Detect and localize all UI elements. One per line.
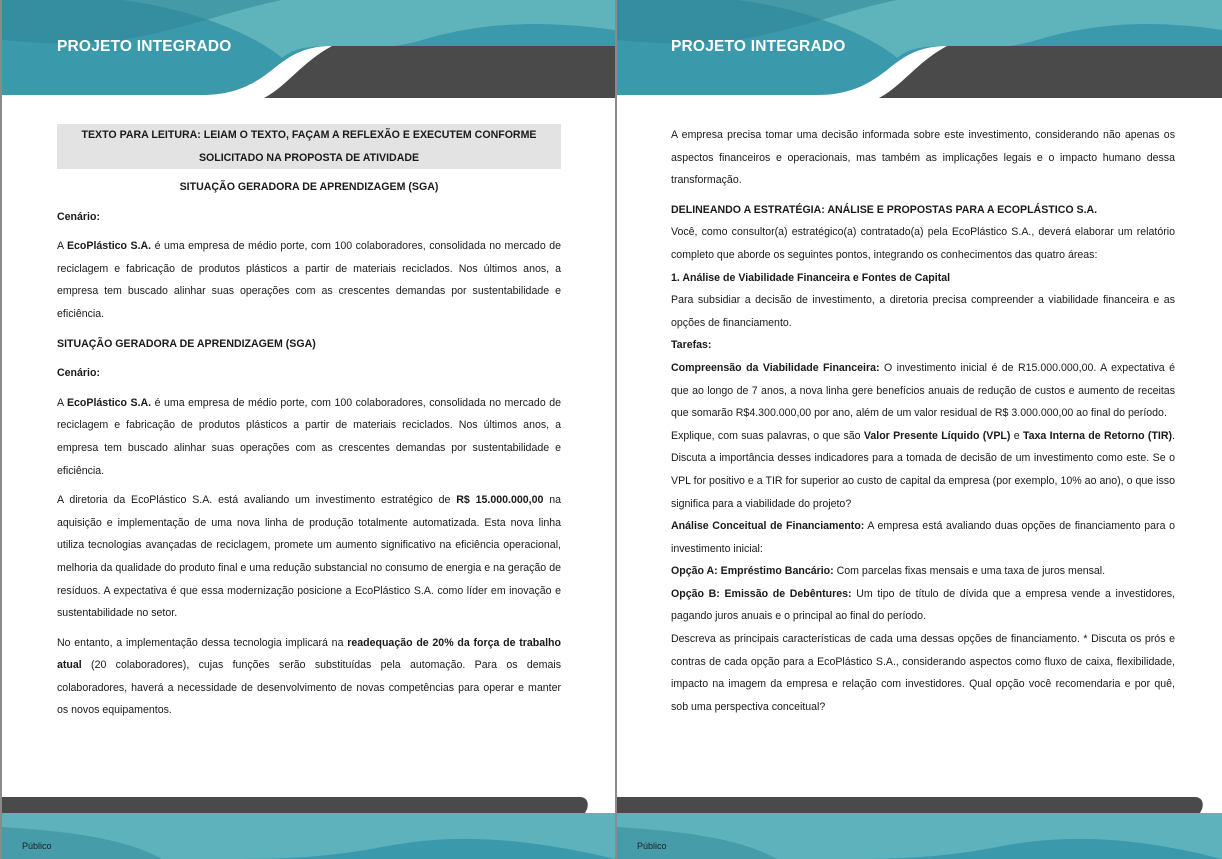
tir-term: Taxa Interna de Retorno (TIR) [1022,429,1173,442]
footer-decoration [2,797,615,859]
tasks-label: Tarefas: [671,339,712,352]
section-1-intro: Para subsidiar a decisão de investimento, a diretoria precisa compreender a viabilidade financeira e as opções de financiamento. [671,294,1175,329]
task-financing-label: Análise Conceitual de Financiamento: [671,520,865,533]
footer-label: Público [22,841,52,851]
option-b-label: Opção B: Emissão de Debêntures: [671,587,852,600]
footer-label: Público [637,841,667,851]
paragraph-company-1: A EcoPlástico S.A. é uma empresa de médio porte, com 100 colaboradores, consolidada no mercado de reciclagem e fabricação de produtos plásticos a partir de materiais reciclados. Nos últimos anos, a empresa tem buscado alinhar suas operações com as crescentes demandas por sustentabilidade e eficiência. [57,240,561,320]
paragraph-investment: A diretoria da EcoPlástico S.A. está avaliando um investimento estratégico de R$ 15.000.000,00 na aquisição e implementação de uma nova linha de produção totalmente automatizada. Esta nova linha utiliza tecnologias avançadas de reciclagem, promete um aumento significativo na eficiência operacional, melhoria da qualidade do produto final e uma redução substancial no consumo de energia e na geração de resíduos. A expectativa é que essa modernização posicione a EcoPlástico S.A. como líder em inovação e sustentabilidade no setor. [57,494,561,620]
company-name: EcoPlástico S.A. [66,240,152,253]
option-a: Opção A: Empréstimo Bancário: Com parcelas fixas mensais e uma taxa de juros mensal. [671,565,1106,578]
strategy-heading: DELINEANDO A ESTRATÉGIA: ANÁLISE E PROPOSTAS PARA A ECOPLÁSTICO S.A. [671,203,1098,216]
cenario-label-1: Cenário: [57,210,100,223]
banner-line-1: TEXTO PARA LEITURA: LEIAM O TEXTO, FAÇAM A REFLEXÃO E EXECUTEM CONFORME [81,129,537,141]
cenario-label-2: Cenário: [57,367,100,380]
vpl-term: Valor Presente Líquido (VPL) [863,429,1011,442]
paragraph-describe: Descreva as principais características de cada uma dessas opções de financiamento. * Discuta os prós e contras de cada opção para a EcoPlástico S.A., considerando aspectos como fluxo de caixa, flexibilidade, impacto na imagem da empresa e relação com investidores. Qual opção você recomendaria e por quê, sob uma perspectiva conceitual? [671,633,1175,713]
banner-line-2: SOLICITADO NA PROPOSTA DE ATIVIDADE [198,151,420,164]
sga-title: SITUAÇÃO GERADORA DE APRENDIZAGEM (SGA) [179,181,439,193]
task-viability: Compreensão da Viabilidade Financeira: O investimento inicial é de R15.000.000,00. A expectativa é que ao longo de 7 anos, a nova linha gere benefícios anuais de redução de custos e aumento de receitas que somarão R$4.300.000,00 por ano, além de um valor residual de R$ 3.000.000,00 ao final do período. [671,361,1175,420]
company-name: EcoPlástico S.A. [66,396,152,409]
task-viability-label: Compreensão da Viabilidade Financeira: [671,361,880,374]
paragraph-company-2: A EcoPlástico S.A. é uma empresa de médio porte, com 100 colaboradores, consolidada no mercado de reciclagem e fabricação de produtos plásticos a partir de materiais reciclados. Nos últimos anos, a empresa tem buscado alinhar suas operações com as crescentes demandas por sustentabilidade e eficiência. [57,396,561,477]
option-a-label: Opção A: Empréstimo Bancário: [671,565,834,578]
investment-value: R$ 15.000.000,00 [456,494,544,507]
task-financing: Análise Conceitual de Financiamento: A empresa está avaliando duas opções de financiamento para o investimento inicial: [671,520,1175,555]
reading-banner [57,124,561,169]
footer-decoration [617,797,1222,859]
paragraph-intro: A empresa precisa tomar uma decisão informada sobre este investimento, considerando não apenas os aspectos financeiros e operacionais, mas também as implicações legais e o impacto humano dessa transformação. [671,129,1175,187]
header-title: PROJETO INTEGRADO [57,38,232,55]
paragraph-workforce: No entanto, a implementação dessa tecnologia implicará na readequação de 20% da força de trabalho atual (20 colaboradores), cujas funções serão substituídas pela automação. Para os demais colaboradores, haverá a necessidade de desenvolvimento de novas competências para operar e manter os novos equipamentos. [57,636,561,717]
page-content [57,124,561,722]
page-content [671,124,1175,718]
paragraph-explain: Explique, com suas palavras, o que são Valor Presente Líquido (VPL) e Taxa Interna de Retorno (TIR). Discuta a importância desses indicadores para a tomada de decisão de um investimento como este. Se o VPL for positivo e a TIR for superior ao custo de capital da empresa (por exemplo, 10% ao ano), o que isso significa para a viabilidade do projeto? [671,429,1175,510]
paragraph-consultant: Você, como consultor(a) estratégico(a) contratado(a) pela EcoPlástico S.A., deverá elaborar um relatório completo que aborde os seguintes pontos, integrando os conhecimentos das quatro áreas: [671,226,1175,261]
sga-heading-2: SITUAÇÃO GERADORA DE APRENDIZAGEM (SGA) [57,337,316,350]
document-page-left [2,0,615,859]
workforce-highlight: readequação de 20% da força de trabalho atual [57,636,561,672]
section-1-title: 1. Análise de Viabilidade Financeira e Fontes de Capital [671,271,951,284]
header-title: PROJETO INTEGRADO [671,38,846,55]
option-b: Opção B: Emissão de Debêntures: Um tipo de título de dívida que a empresa vende a investidores, pagando juros anuais e o principal ao final do período. [671,587,1175,623]
document-page-right [617,0,1222,859]
